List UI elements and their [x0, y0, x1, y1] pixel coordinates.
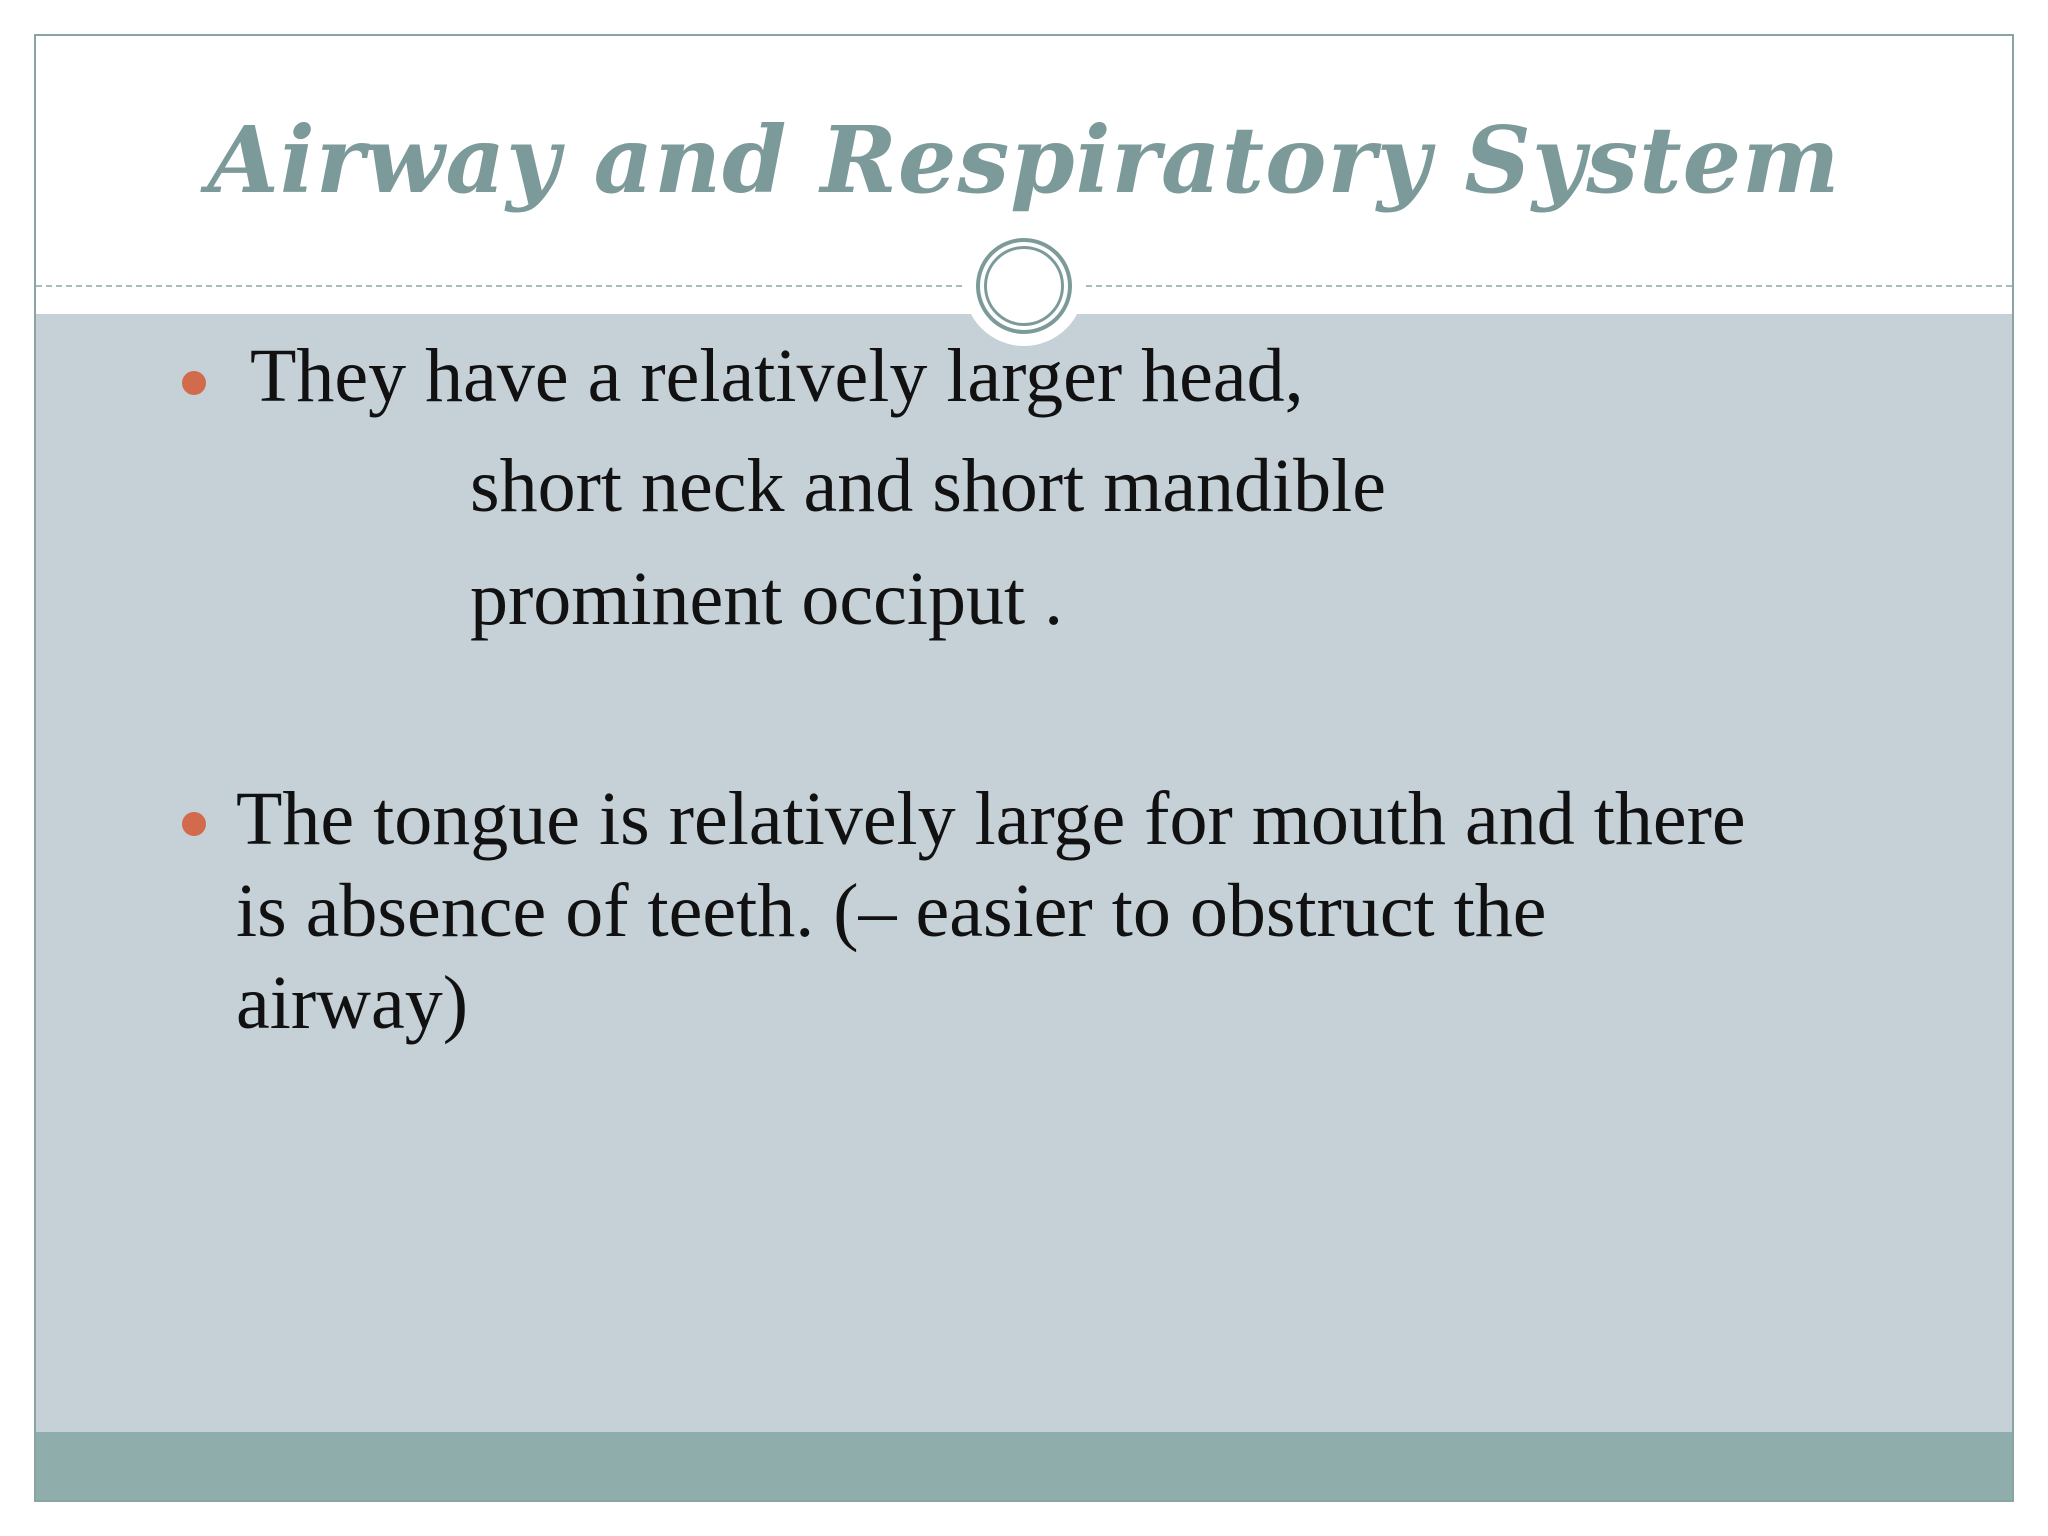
bullet-1-line-2: short neck and short mandible — [470, 444, 1387, 528]
bullet-1-line-1: They have a relatively larger head, — [250, 334, 1304, 418]
slide-title: Airway and Respiratory System — [207, 106, 1841, 214]
ornament-inner-ring — [984, 246, 1064, 326]
bullet-1-line-3: prominent occiput . — [470, 557, 1064, 641]
slide-footer-band — [36, 1432, 2012, 1502]
slide — [34, 34, 2014, 1502]
bullet-2-line-2: is absence of teeth. (– easier to obstruct the — [236, 869, 1547, 953]
bullet-dot-1 — [182, 371, 206, 395]
bullet-dot-2 — [182, 812, 206, 836]
circle-ornament-icon — [964, 226, 1084, 346]
bullet-2-line-1: The tongue is relatively large for mouth and there — [236, 777, 1746, 861]
bullet-2-line-3: airway) — [236, 961, 469, 1045]
